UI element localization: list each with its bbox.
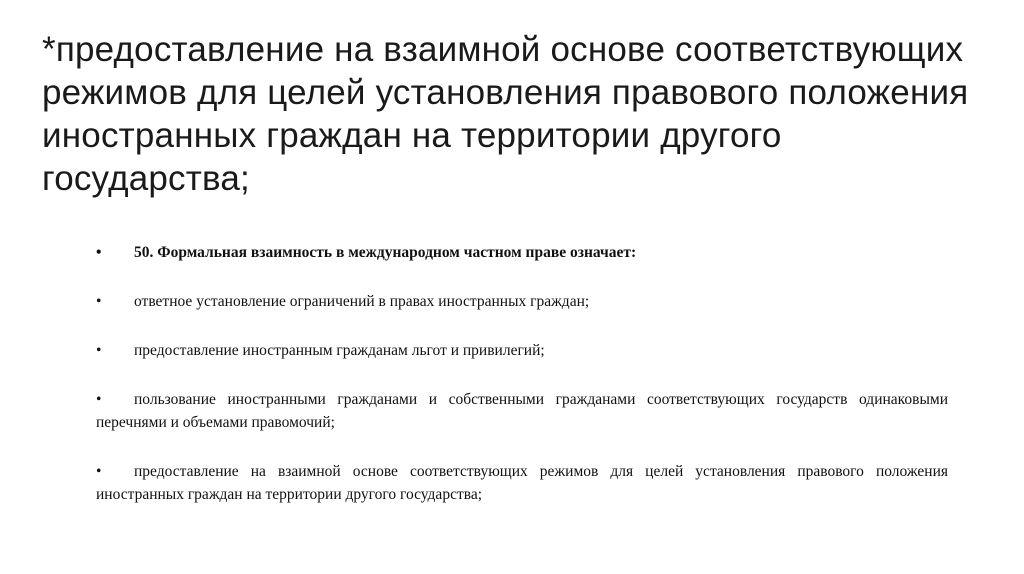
list-item-text: предоставление на взаимной основе соответствующих режимов для целей установления правового положения иностранных граждан на территории другого государства; [96, 463, 948, 503]
list-item-text: 50. Формальная взаимность в международном частном праве означает: [134, 244, 637, 261]
list-item-answer [96, 388, 948, 434]
bullet: • [96, 463, 102, 480]
list-item-text: предоставление иностранным гражданам льгот и привилегий; [134, 342, 545, 359]
bullet: • [96, 293, 102, 310]
list-item-question [96, 241, 948, 264]
question-list [96, 241, 948, 532]
bullet: • [96, 391, 102, 408]
list-item-text: ответное установление ограничений в правах иностранных граждан; [134, 293, 590, 310]
bullet: • [96, 244, 102, 261]
slide-title: *предоставление на взаимной основе соответствующих режимов для целей установления правового положения иностранных граждан на территории другого государства; [42, 30, 969, 198]
list-item-text: пользование иностранными гражданами и собственными гражданами соответствующих государств одинаковыми перечнями и объемами правомочий; [96, 391, 948, 431]
bullet: • [96, 342, 102, 359]
list-item-answer [96, 290, 948, 313]
list-item-answer [96, 460, 948, 506]
list-item-answer [96, 339, 948, 362]
